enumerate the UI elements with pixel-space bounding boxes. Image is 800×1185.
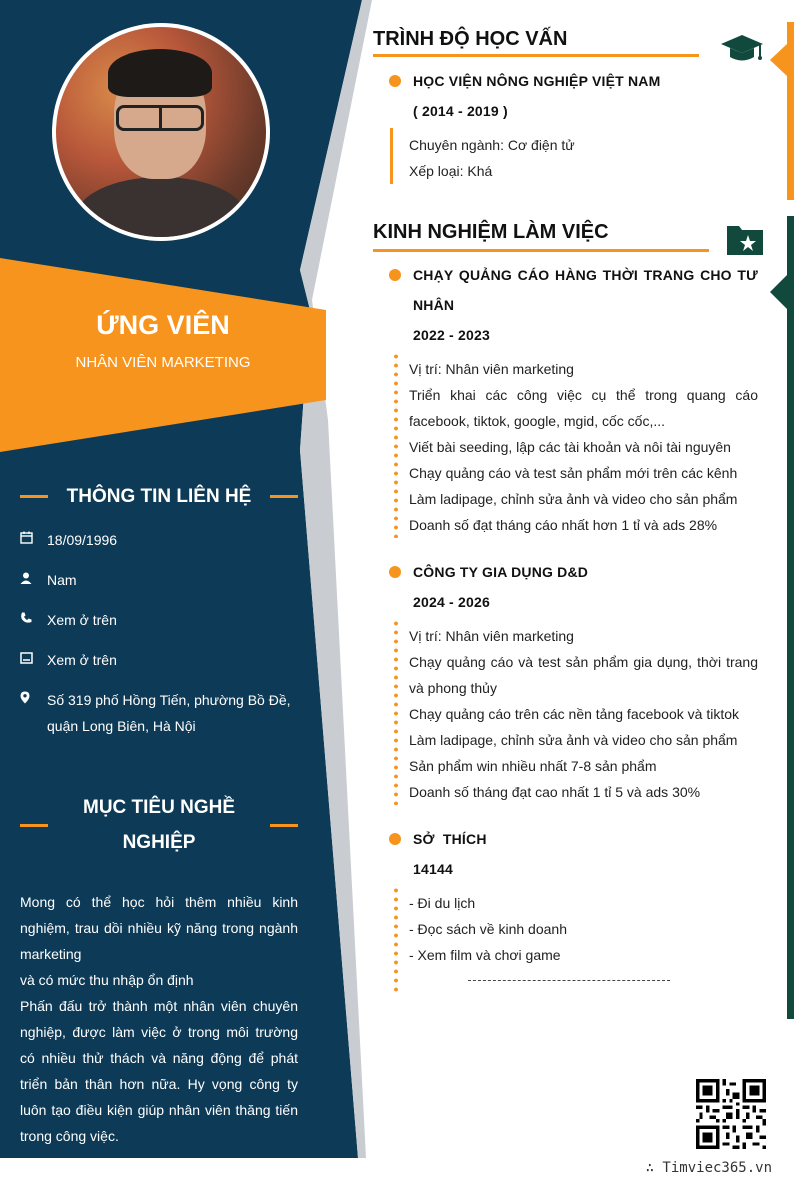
education-heading: TRÌNH ĐỘ HỌC VẤN bbox=[373, 28, 568, 50]
contact-email: Xem ở trên bbox=[20, 647, 298, 673]
orange-side-bar bbox=[787, 22, 794, 200]
green-side-bar bbox=[787, 216, 794, 1019]
job-2-rule bbox=[394, 619, 398, 805]
education-underline bbox=[373, 54, 699, 57]
phone-icon bbox=[20, 607, 47, 633]
job-2-bullet bbox=[389, 566, 401, 578]
hobby-subheading: 14144 bbox=[413, 861, 453, 877]
green-side-tab bbox=[770, 275, 787, 309]
hobby-heading: SỞ THÍCH bbox=[413, 831, 487, 847]
calendar-icon bbox=[20, 527, 47, 553]
job-1-details: Vị trí: Nhân viên marketing Triển khai các công việc cụ thể trong quang cáo facebook, tiktok, google, mgid, cốc cốc,... Viết bài seeding, lập các tài khoản và nôi tài nguyên Chạy quảng cáo và test sản phẩm mới trên các kênh Làm ladipage, chỉnh sửa ảnh và video cho sản phẩm Doanh số đạt tháng cáo nhất hơn 1 tỉ và ads 28% bbox=[409, 361, 758, 533]
contact-address: Số 319 phố Hồng Tiến, phường Bồ Đề, quận Long Biên, Hà Nội bbox=[20, 687, 298, 739]
candidate-name: ỨNG VIÊN bbox=[96, 310, 230, 340]
hobby-bullet bbox=[389, 833, 401, 845]
folder-star-icon bbox=[725, 222, 765, 261]
orange-side-tab bbox=[770, 44, 787, 76]
avatar-photo bbox=[56, 27, 266, 237]
job-1-rule bbox=[394, 352, 398, 538]
job-1-period: 2022 - 2023 bbox=[413, 327, 490, 343]
end-divider bbox=[468, 980, 670, 981]
user-icon bbox=[20, 567, 47, 593]
hobby-details: - Đi du lịch - Đọc sách về kinh doanh - Xem film và chơi game bbox=[409, 895, 567, 963]
objective-text: Mong có thể học hỏi thêm nhiều kinh nghiệm, trau dồi nhiều kỹ năng trong ngành marketing và có mức thu nhập ổn định Phấn đấu trở thành một nhân viên chuyên nghiệp, được làm việc ở trong môi trường có nhiều thử thách và năng động để phát triển bản thân hơn nữa. Hy vọng công ty luôn tạo điều kiện giúp nhân viên thăng tiến trong công việc. bbox=[20, 894, 298, 1144]
education-period: ( 2014 - 2019 ) bbox=[413, 103, 508, 119]
brand-watermark: ∴ Timviec365.vn bbox=[645, 1160, 772, 1176]
contact-birthdate: 18/09/1996 bbox=[20, 527, 298, 553]
avatar bbox=[52, 23, 270, 241]
education-bullet bbox=[389, 75, 401, 87]
job-1-bullet bbox=[389, 269, 401, 281]
contact-heading: THÔNG TIN LIÊN HỆ bbox=[20, 479, 298, 514]
candidate-role: NHÂN VIÊN MARKETING bbox=[75, 354, 251, 371]
education-details: Chuyên ngành: Cơ điện tử Xếp loại: Khá bbox=[409, 137, 575, 179]
location-icon bbox=[20, 687, 47, 739]
objective-heading: MỤC TIÊU NGHỀ NGHIỆP bbox=[20, 790, 298, 860]
job-2-company: CÔNG TY GIA DỤNG D&D bbox=[413, 564, 589, 580]
contact-phone: Xem ở trên bbox=[20, 607, 298, 633]
graduation-cap-icon bbox=[720, 33, 764, 70]
qr-code bbox=[696, 1079, 766, 1149]
hobby-rule bbox=[394, 886, 398, 992]
job-2-details: Vị trí: Nhân viên marketing Chạy quảng cáo và test sản phẩm gia dụng, thời trang và phong thủy Chạy quảng cáo trên các nền tảng facebook và tiktok Làm ladipage, chỉnh sửa ảnh và video cho sản phẩm Sản phẩm win nhiều nhất 7-8 sản phẩm Doanh số tháng đạt cao nhất 1 tỉ 5 và ads 30% bbox=[409, 628, 758, 800]
contact-gender: Nam bbox=[20, 567, 298, 593]
education-rule bbox=[390, 128, 393, 184]
experience-underline bbox=[373, 249, 709, 252]
education-school: HỌC VIỆN NÔNG NGHIỆP VIỆT NAM bbox=[413, 73, 661, 89]
email-icon bbox=[20, 647, 47, 673]
experience-heading: KINH NGHIỆM LÀM VIỆC bbox=[373, 221, 609, 243]
job-1-company: CHẠY QUẢNG CÁO HÀNG THỜI TRANG CHO TƯ NHÂN bbox=[413, 267, 758, 313]
job-2-period: 2024 - 2026 bbox=[413, 594, 490, 610]
